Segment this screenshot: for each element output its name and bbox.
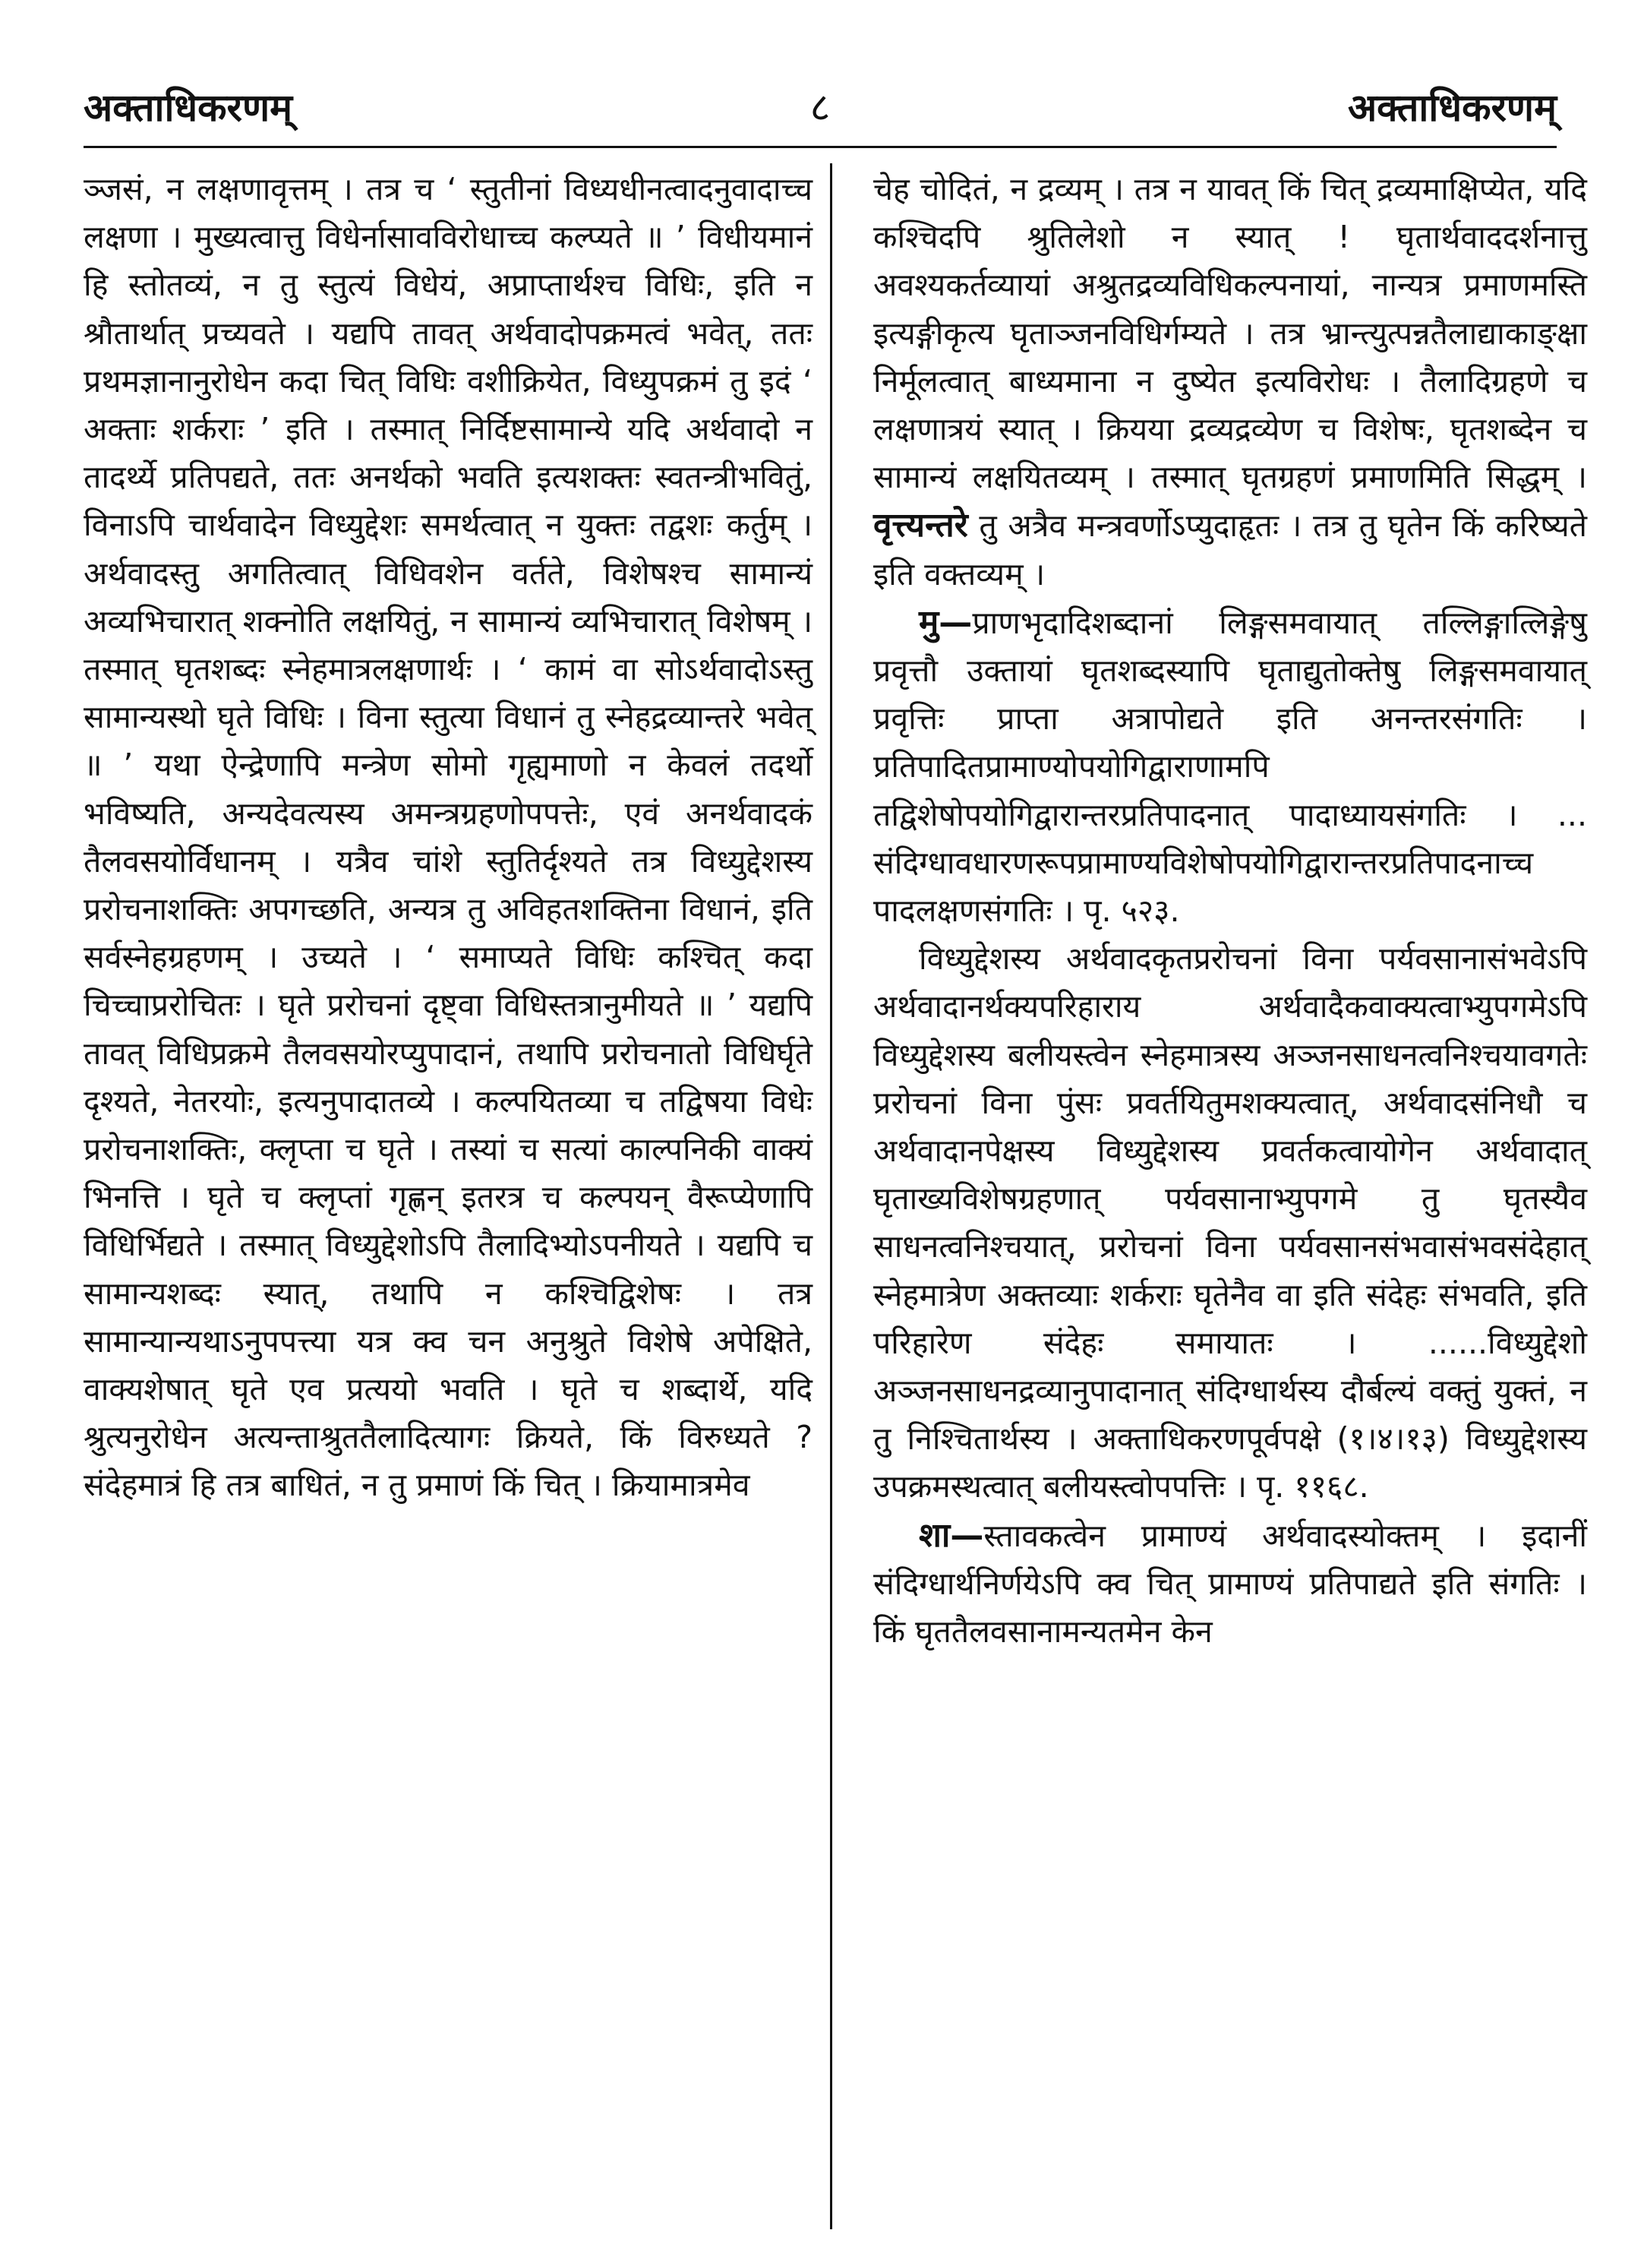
- column-divider: [830, 163, 832, 2229]
- commentary-mu-text: प्राणभृदादिशब्दानां लिङ्गसमवायात् तल्लिङ्गात्लिङ्गेषु प्रवृत्तौ उक्तायां घृतशब्दस्यापि घृताद्युतोक्तेषु लिङ्गसमवायात् प्रवृत्तिः प्राप्ता अत्रापोद्यते इति अनन्तरसंगतिः । प्रतिपादितप्रामाण्योपयोगिद्वाराणामपि तद्विशेषोपयोगिद्वारान्तरप्रतिपादनात् पादाध्यायसंगतिः । ... संदिग्धावधारणरूपप्रामाण्यविशेषोपयोगिद्वारान्तरप्रतिपादनाच्च पादलक्षणसंगतिः । पृ. ५२३.: [873, 604, 1587, 930]
- commentary-sha: [873, 1511, 1587, 1657]
- commentary-sha-marker: शा—: [919, 1515, 984, 1555]
- commentary-sha-text: स्तावकत्वेन प्रामाण्यं अर्थवादस्योक्तम् । इदानीं संदिग्धार्थनिर्णयेऽपि क्व चित् प्रामाण्यं प्रतिपाद्यते इति संगतिः । किं घृततैलवसानामन्यतमेन केन: [873, 1517, 1587, 1650]
- commentary-continued: विध्युद्देशस्य अर्थवादकृतप्ररोचनां विना पर्यवसानासंभवेऽपि अर्थवादानर्थक्यपरिहाराय अर्थवादैकवाक्यत्वाभ्युपगमेऽपि विध्युद्देशस्य बलीयस्त्वेन स्नेहमात्रस्य अञ्जनसाधनत्वनिश्चयावगतेः प्ररोचनां विना पुंसः प्रवर्तयितुमशक्यत्वात्, अर्थवादसंनिधौ च अर्थवादानपेक्षस्य विध्युद्देशस्य प्रवर्तकत्वायोगेन अर्थवादात् घृताख्यविशेषग्रहणात् पर्यवसानाभ्युपगमे तु घृतस्यैव साधनत्वनिश्चयात्, प्ररोचनां विना पर्यवसानसंभवासंभवसंदेहात् स्नेहमात्रेण अक्तव्याः शर्कराः घृतेनैव वा इति संदेहः संभवति, इति परिहारेण संदेहः समायातः । ......विध्युद्देशो अञ्जनसाधनद्रव्यानुपादानात् संदिग्धार्थस्य दौर्बल्यं वक्तुं युक्तं, न तु निश्चितार्थस्य । अक्ताधिकरणपूर्वपक्षे (१।४।१३) विध्युद्देशस्य उपक्रमस्थत्वात् बलीयस्त्वोपपत्तिः । पृ. ११६८.: [873, 940, 1587, 1505]
- running-title-right: अक्ताधिकरणम्: [1347, 86, 1557, 130]
- page-header: [84, 72, 1557, 144]
- header-rule: [84, 146, 1557, 148]
- running-title-left: अक्ताधिकरणम्: [84, 86, 293, 130]
- right-paragraph-1-text: चेह चोदितं, न द्रव्यम् । तत्र न यावत् किं चित् द्रव्यमाक्षिप्येत, यदि कश्चिदपि श्रुतिलेशो न स्यात् ! घृतार्थवाददर्शनात्तु अवश्यकर्तव्यायां अश्रुतद्रव्यविधिकल्पनायां, नान्यत्र प्रमाणमस्ति इत्यङ्गीकृत्य घृताञ्जनविधिर्गम्यते । तत्र भ्रान्त्युत्पन्नतैलाद्याकाङ्क्षा निर्मूलत्वात् बाध्यमाना न दुष्येत इत्यविरोधः । तैलादिग्रहणे च लक्षणात्रयं स्यात् । क्रियया द्रव्यद्रव्येण च विशेषः, घृतशब्देन च सामान्यं लक्षयितव्यम् । तस्मात् घृतग्रहणं प्रमाणमिति सिद्धम् ।: [873, 171, 1587, 496]
- vrittyantare-heading: वृत्त्यन्तरे: [873, 506, 968, 545]
- commentary-mu: [873, 599, 1587, 935]
- page-number: ८: [809, 85, 831, 131]
- commentary-mu-marker: मु—: [919, 602, 973, 642]
- left-column: [84, 166, 813, 1510]
- left-column-text: ञ्जसं, न लक्षणावृत्तम् । तत्र च ‘ स्तुतीनां विध्यधीनत्वादनुवादाच्च लक्षणा । मुख्यत्वात्तु विधेर्नासावविरोधाच्च कल्प्यते ॥ ’ विधीयमानं हि स्तोतव्यं, न तु स्तुत्यं विधेयं, अप्राप्तार्थश्च विधिः, इति न श्रौतार्थात् प्रच्यवते । यद्यपि तावत् अर्थवादोपक्रमत्वं भवेत्, ततः प्रथमज्ञानानुरोधेन कदा चित् विधिः वशीक्रियेत, विध्युपक्रमं तु इदं ‘ अक्ताः शर्कराः ’ इति । तस्मात् निर्दिष्टसामान्ये यदि अर्थवादो न तादर्थ्ये प्रतिपद्यते, ततः अनर्थको भवति इत्यशक्तः स्वतन्त्रीभवितुं, विनाऽपि चार्थवादेन विध्युद्देशः समर्थत्वात् न युक्तः तद्वशः कर्तुम् । अर्थवादस्तु अगतित्वात् विधिवशेन वर्तते, विशेषश्च सामान्यं अव्यभिचारात् शक्नोति लक्षयितुं, न सामान्यं व्यभिचारात् विशेषम् । तस्मात् घृतशब्दः स्नेहमात्रलक्षणार्थः । ‘ कामं वा सोऽर्थवादोऽस्तु सामान्यस्थो घृते विधिः । विना स्तुत्या विधानं तु स्नेहद्रव्यान्तरे भवेत् ॥ ’ यथा ऐन्द्रेणापि मन्त्रेण सोमो गृह्यमाणो न केवलं तदर्थो भविष्यति, अन्यदेवत्यस्य अमन्त्रग्रहणोपपत्तेः, एवं अनर्थवादकं तैलवसयोर्विधानम् । यत्रैव चांशे स्तुतिर्दृश्यते तत्र विध्युद्देशस्य प्ररोचनाशक्तिः अपगच्छति, अन्यत्र तु अविहतशक्तिना विधानं, इति सर्वस्नेहग्रहणम् । उच्यते । ‘ समाप्यते विधिः कश्चित् कदा चिच्चाप्ररोचितः । घृते प्ररोचनां दृष्ट्वा विधिस्तत्रानुमीयते ॥ ’ यद्यपि तावत् विधिप्रक्रमे तैलवसयोरप्युपादानं, तथापि प्ररोचनातो विधिर्घृते दृश्यते, नेतरयोः, इत्यनुपादातव्ये । कल्पयितव्या च तद्विषया विधेः प्ररोचनाशक्तिः, क्लृप्ता च घृते । तस्यां च सत्यां काल्पनिकी वाक्यं भिनत्ति । घृते च क्लृप्तां गृह्णन् इतरत्र च कल्पयन् वैरूप्येणापि विधिर्भिद्यते । तस्मात् विध्युद्देशोऽपि तैलादिभ्योऽपनीयते । यद्यपि च सामान्यशब्दः स्यात्, तथापि न कश्चिद्विशेषः । तत्र सामान्यान्यथाऽनुपपत्त्या यत्र क्व चन अनुश्रुते विशेषे अपेक्षिते, वाक्यशेषात् घृते एव प्रत्ययो भवति । घृते च शब्दार्थे, यदि श्रुत्यनुरोधेन अत्यन्ताश्रुततैलादित्यागः क्रियते, किं विरुध्यते ? संदेहमात्रं हि तत्र बाधितं, न तु प्रमाणं किं चित् । क्रियामात्रमेव: [84, 171, 813, 1504]
- right-column: [873, 166, 1587, 1656]
- right-paragraph-1-tail: तु अत्रैव मन्त्रवर्णोऽप्युदाहृतः । तत्र तु घृतेन किं करिष्यते इति वक्तव्यम् ।: [873, 507, 1587, 592]
- right-paragraph-1: [873, 166, 1587, 599]
